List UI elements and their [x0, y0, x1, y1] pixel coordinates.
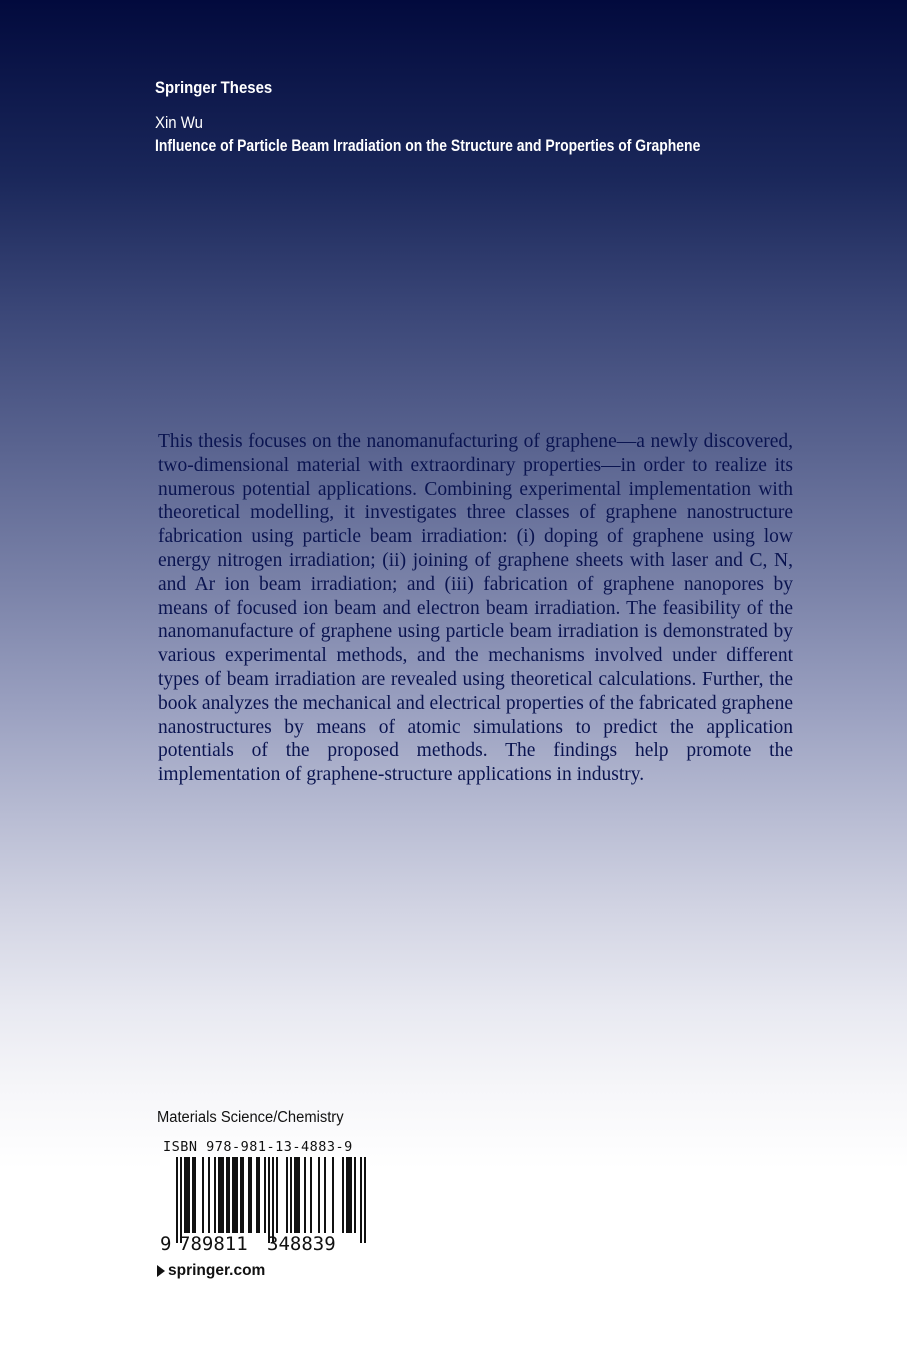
barcode-bar — [186, 1157, 188, 1233]
barcode-bar — [360, 1157, 362, 1243]
barcode-bar — [188, 1157, 190, 1233]
barcode-bar — [268, 1157, 270, 1243]
barcode-bar — [192, 1157, 194, 1233]
barcode-bar — [242, 1157, 244, 1233]
barcode-bar — [208, 1157, 210, 1233]
barcode-bar — [298, 1157, 300, 1233]
barcode-bar — [350, 1157, 352, 1233]
barcode-bar — [290, 1157, 292, 1233]
barcode-bar — [364, 1157, 366, 1243]
barcode-left-digits: 789811 — [179, 1233, 248, 1253]
barcode-bar — [256, 1157, 258, 1233]
barcode-bar — [218, 1157, 220, 1233]
author-name: Xin Wu — [155, 113, 203, 132]
barcode-first-digit: 9 — [160, 1233, 172, 1253]
book-title: Influence of Particle Beam Irradiation on the Structure and Properties of Graphene — [155, 136, 701, 155]
barcode-bar — [324, 1157, 326, 1233]
barcode-bar — [310, 1157, 312, 1233]
barcode-bar — [232, 1157, 234, 1233]
website-label: springer.com — [168, 1262, 266, 1279]
barcode-bar — [276, 1157, 278, 1233]
barcode-bar — [342, 1157, 344, 1233]
website-link[interactable] — [157, 1262, 265, 1280]
subject-category: Materials Science/Chemistry — [157, 1109, 344, 1126]
barcode-bar — [272, 1157, 274, 1243]
barcode-bar — [214, 1157, 216, 1233]
barcode-bar — [264, 1157, 266, 1233]
barcode-bar — [250, 1157, 252, 1233]
barcode-bar — [354, 1157, 356, 1233]
arrow-icon — [157, 1265, 165, 1277]
barcode-bar — [248, 1157, 250, 1233]
barcode-bar — [176, 1157, 178, 1243]
abstract-text: This thesis focuses on the nanomanufacturing of graphene—a newly discovered, two-dimensional material with extraordinary properties—in order to realize its numerous potential applications. Combining experimental implementation with theoretical modelling, it investigates three classes of graphene nanostructure fabrication using particle beam irradiation: (i) doping of graphene using low energy nitrogen irradiation; (ii) joining of graphene sheets with laser and C, N, and Ar ion beam irradiation; and (iii) fabrication of graphene nanopores by means of focused ion beam and electron beam irradiation. The feasibility of the nanomanufacture of graphene using particle beam irradiation is demonstrated by various experimental methods, and the mechanisms involved under different types of beam irradiation are revealed using theoretical calculations. Further, the book analyzes the mechanical and electrical properties of the fabricated graphene nanostructures by means of atomic simulations to predict the application potentials of the proposed methods. The findings help promote the implementation of graphene-structure applications in industry. — [158, 431, 793, 786]
isbn-barcode — [160, 1157, 370, 1253]
barcode-bar — [286, 1157, 288, 1233]
barcode-bar — [234, 1157, 236, 1233]
barcode-bar — [228, 1157, 230, 1233]
barcode-bar — [346, 1157, 348, 1233]
isbn-label: ISBN 978-981-13-4883-9 — [163, 1139, 353, 1155]
barcode-bar — [332, 1157, 334, 1233]
barcode-bar — [318, 1157, 320, 1233]
barcode-bar — [240, 1157, 242, 1233]
barcode-bar — [222, 1157, 224, 1233]
barcode-bar — [184, 1157, 186, 1233]
barcode-bar — [226, 1157, 228, 1233]
barcode-bar — [304, 1157, 306, 1233]
barcode-bar — [348, 1157, 350, 1233]
barcode-bar — [294, 1157, 296, 1233]
barcode-bar — [258, 1157, 260, 1233]
barcode-bar — [180, 1157, 182, 1243]
barcode-bar — [202, 1157, 204, 1233]
barcode-bar — [236, 1157, 238, 1233]
barcode-bar — [220, 1157, 222, 1233]
series-name: Springer Theses — [155, 78, 273, 97]
barcode-bar — [296, 1157, 298, 1233]
barcode-bar — [194, 1157, 196, 1233]
barcode-right-digits: 348839 — [267, 1233, 336, 1253]
